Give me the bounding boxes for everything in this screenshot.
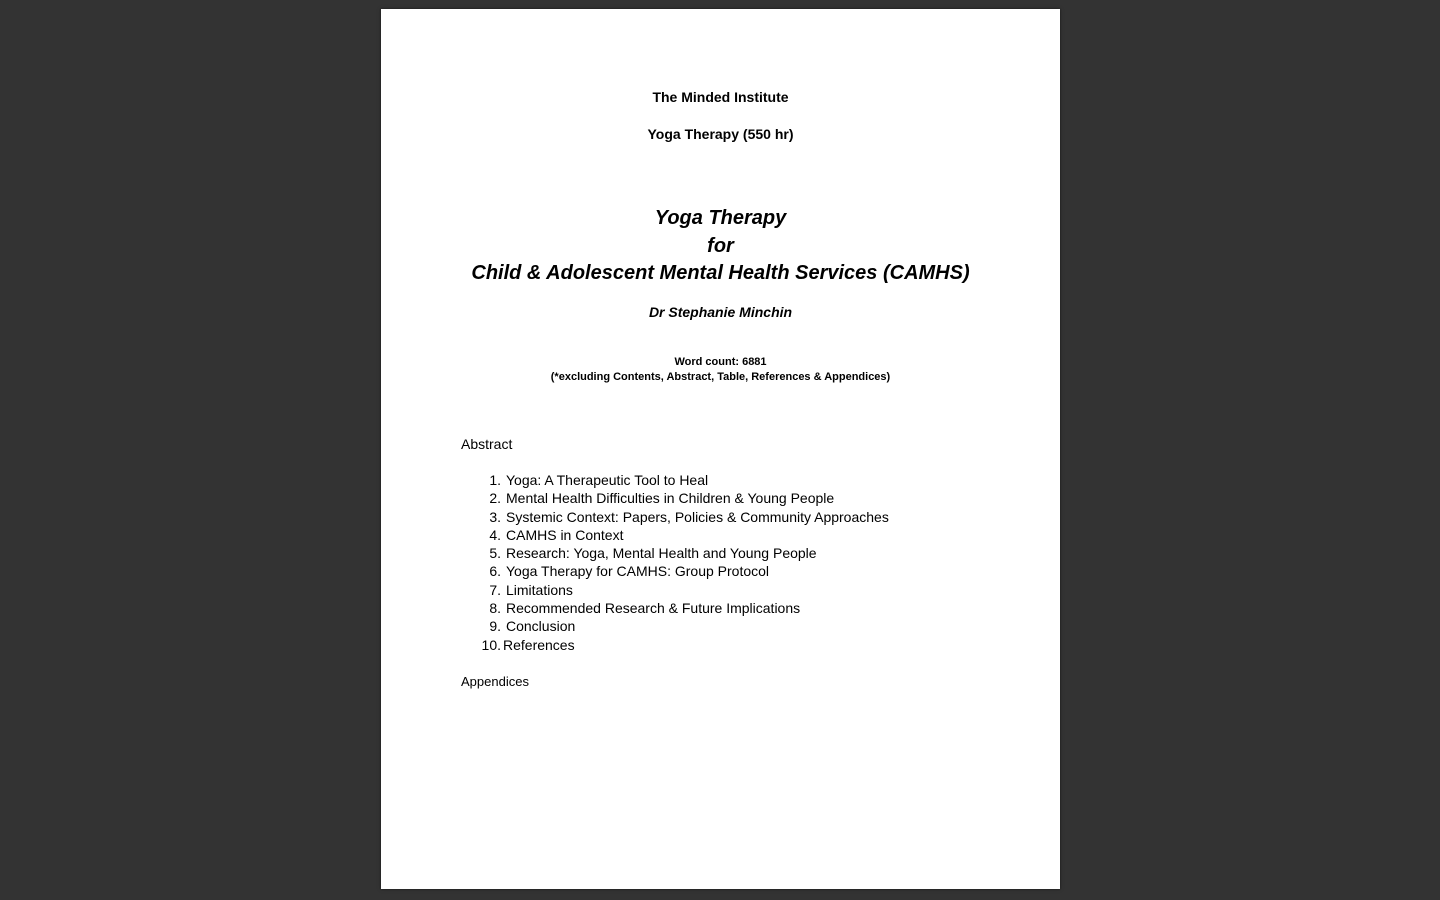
list-item-label: Conclusion [506, 618, 576, 635]
institute-name: The Minded Institute [652, 89, 789, 105]
list-item [477, 599, 889, 617]
list-item-number: 8. [489, 600, 501, 617]
list-item-number: 4. [489, 526, 501, 543]
list-item-number: 7. [489, 581, 501, 598]
list-item-label: CAMHS in Context [506, 526, 624, 543]
list-item [477, 617, 889, 635]
title-line: Child & Adolescent Mental Health Services (CAMHS) [471, 262, 970, 284]
appendices-heading: Appendices [461, 674, 529, 689]
list-item [477, 562, 889, 580]
title-line: Yoga Therapy [654, 207, 787, 229]
document-page [381, 9, 1060, 889]
list-item-number: 3. [489, 508, 501, 525]
list-item-label: Mental Health Difficulties in Children & Young People [506, 490, 835, 507]
list-item [477, 471, 889, 489]
list-item [477, 581, 889, 599]
abstract-heading: Abstract [461, 436, 513, 452]
list-item-label: References [503, 636, 575, 653]
list-item-label: Yoga: A Therapeutic Tool to Heal [506, 472, 709, 488]
list-item-number: 5. [489, 545, 501, 562]
list-item [477, 508, 889, 526]
list-item-number: 10. [481, 636, 501, 653]
word-count: Word count: 6881 [674, 356, 767, 368]
course-name: Yoga Therapy (550 hr) [647, 126, 794, 142]
author-name: Dr Stephanie Minchin [648, 304, 793, 320]
list-item-number: 9. [489, 618, 501, 635]
list-item [477, 544, 889, 562]
contents-list [477, 471, 889, 654]
list-item-number: 6. [489, 563, 501, 580]
list-item-number: 2. [489, 490, 501, 507]
list-item-label: Limitations [506, 581, 573, 598]
list-item [477, 526, 889, 544]
word-count-note: (*excluding Contents, Abstract, Table, References & Appendices) [550, 371, 891, 383]
title-line: for [707, 234, 734, 257]
list-item [477, 636, 889, 654]
list-item-label: Recommended Research & Future Implications [506, 600, 801, 617]
list-item-label: Yoga Therapy for CAMHS: Group Protocol [506, 563, 770, 580]
list-item-label: Research: Yoga, Mental Health and Young People [506, 545, 817, 562]
list-item [477, 489, 889, 507]
word-count-block [381, 355, 1060, 385]
document-title [381, 205, 1060, 288]
list-item-label: Systemic Context: Papers, Policies & Community Approaches [506, 508, 889, 525]
list-item-number: 1. [489, 472, 501, 488]
